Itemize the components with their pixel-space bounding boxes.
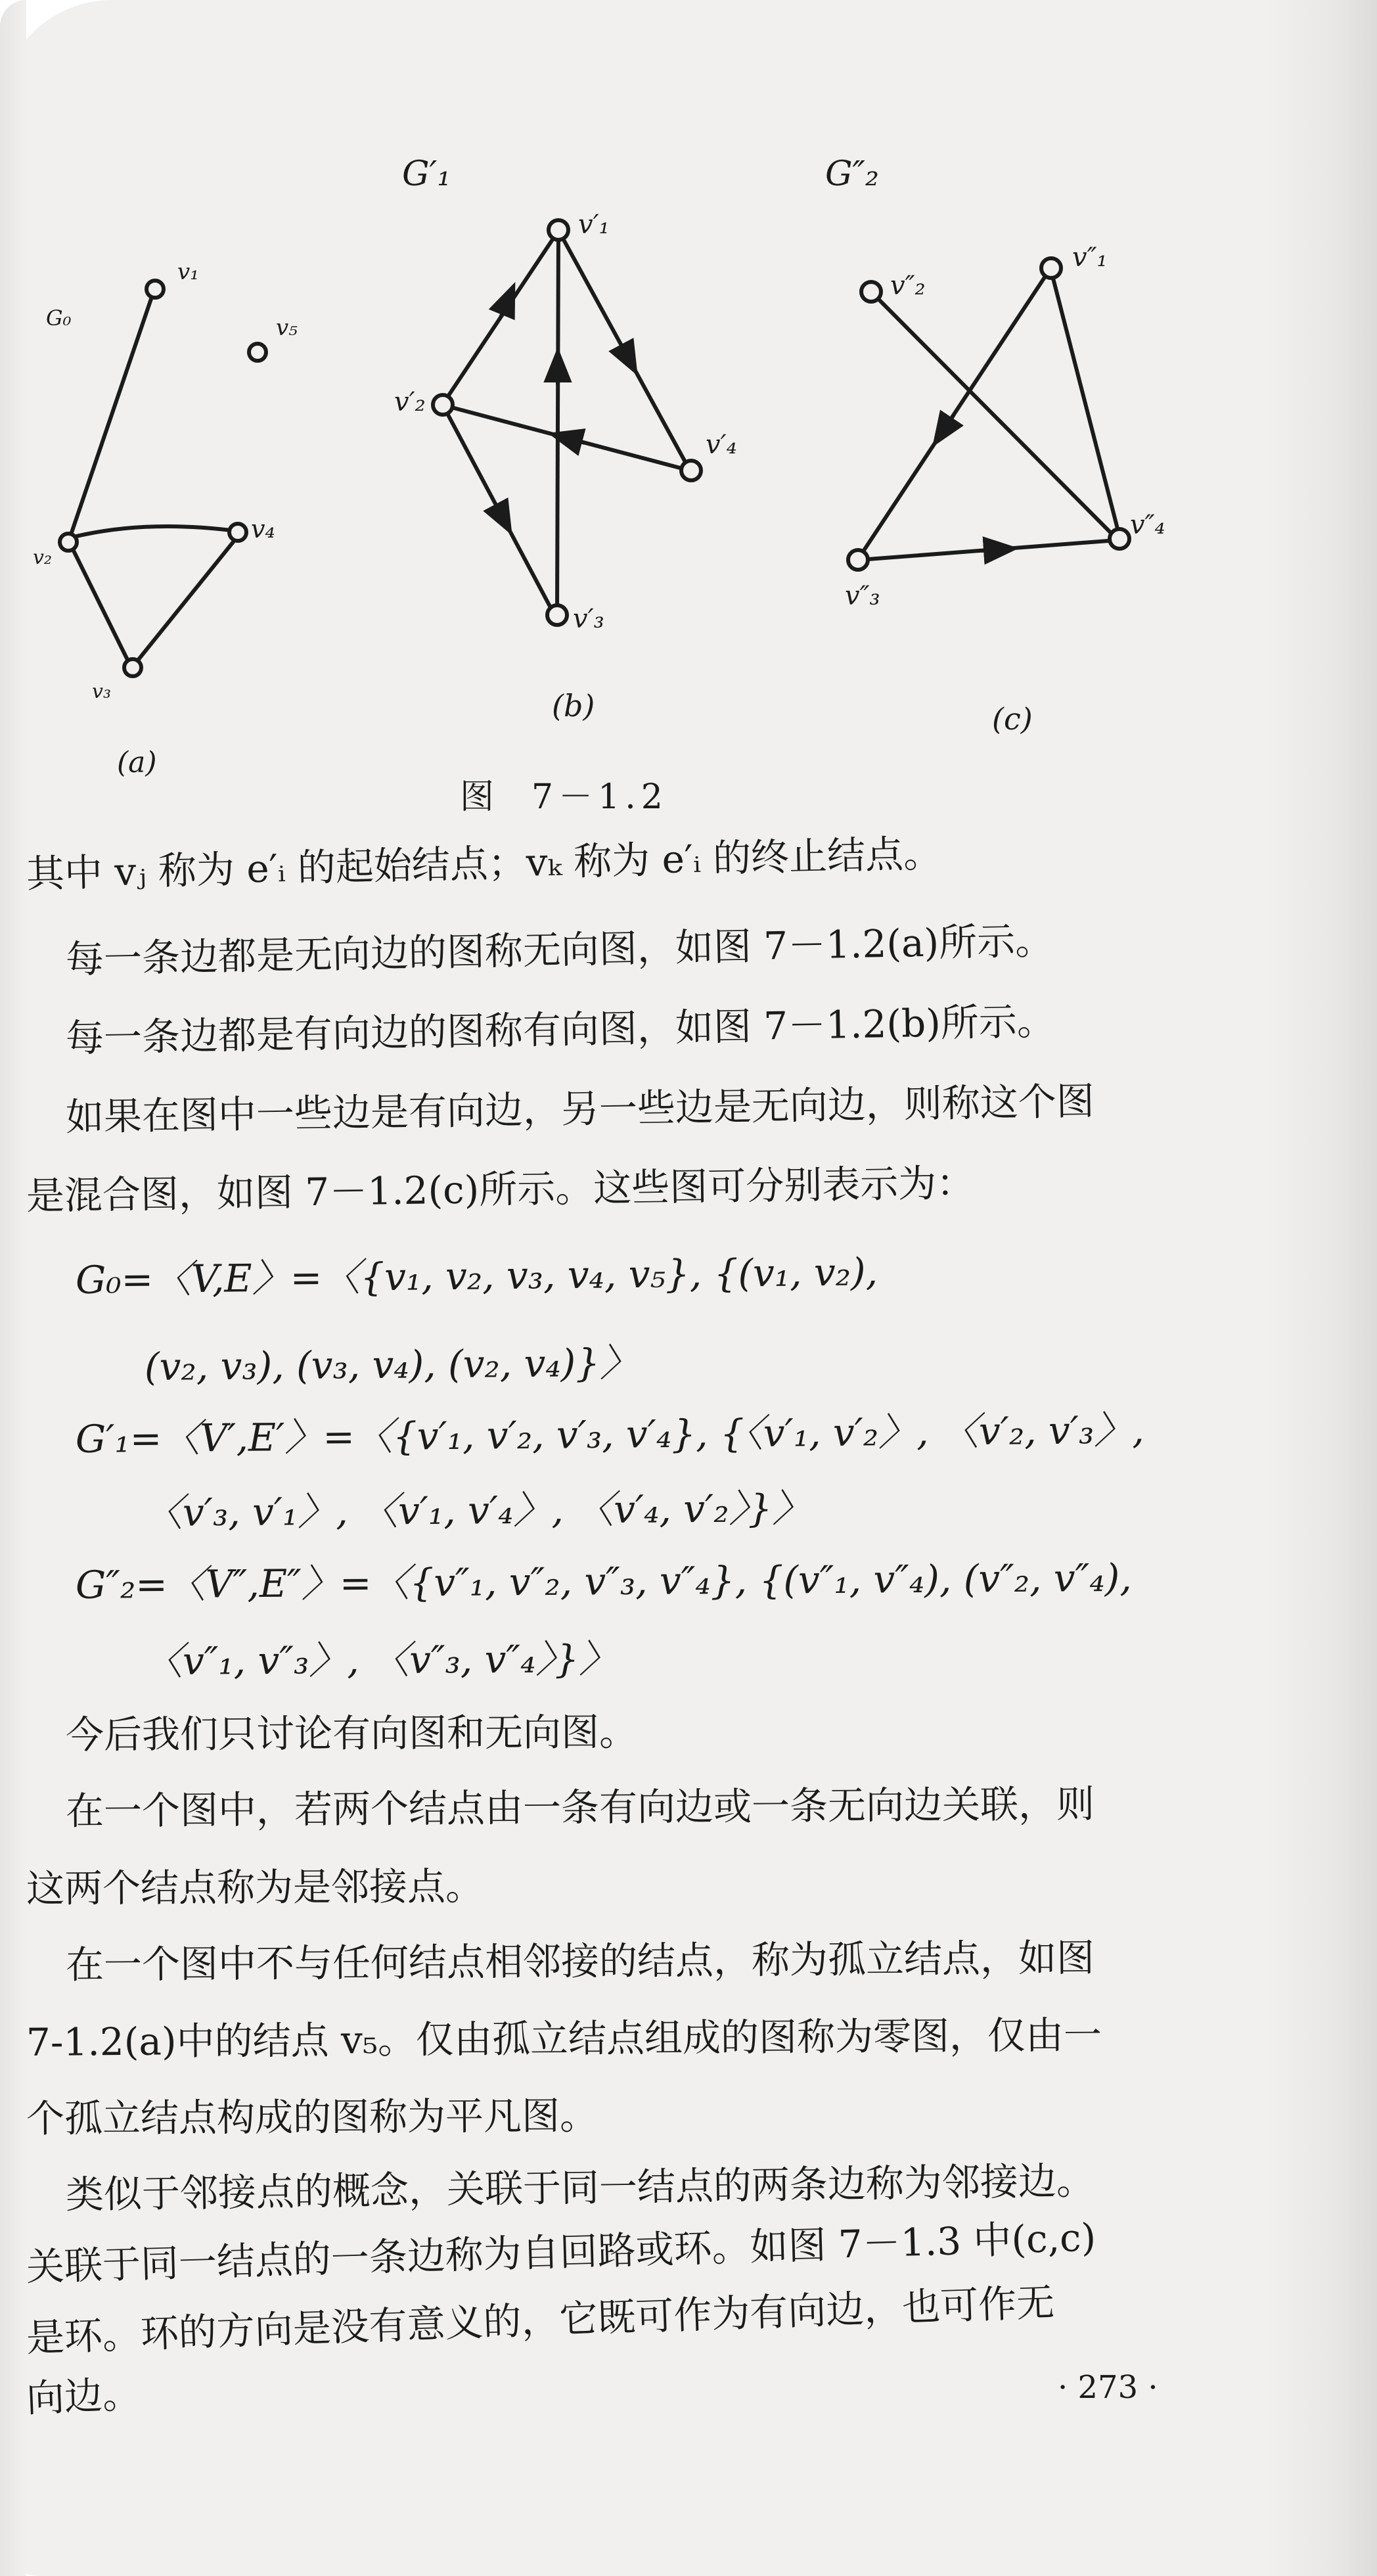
panel-label-a: (a) — [117, 746, 157, 779]
text-line: 向边。 — [25, 2371, 142, 2421]
node-label-v1: v₁ — [177, 259, 199, 285]
edge-v3-v4 — [134, 536, 238, 665]
node-v5 — [249, 344, 266, 361]
graph-c — [848, 258, 1129, 570]
text-line: 7-1.2(a)中的结点 v₅。仅由孤立结点组成的图称为零图，仅由一 — [26, 2012, 1102, 2065]
edge-v1pp-v3pp — [859, 269, 1050, 557]
equation-line: G₀=〈V,E〉=〈{v₁, v₂, v₃, v₄, v₅}, {(v₁, v₂), — [75, 1249, 878, 1302]
edge-v1pp-v4pp — [1051, 271, 1119, 536]
text-line: 是环。环的方向是没有意义的，它既可作为有向边，也可作无 — [25, 2280, 1056, 2360]
text-line: 是混合图，如图 7－1.2(c)所示。这些图可分别表示为： — [26, 1160, 975, 1218]
text-line: 这两个结点称为是邻接点。 — [26, 1864, 484, 1911]
node-v1p — [549, 220, 568, 240]
node-v3pp — [848, 550, 868, 570]
text-line: 每一条边都是无向边的图称无向图，如图 7－1.2(a)所示。 — [65, 918, 1054, 982]
text-line: 其中 vⱼ 称为 e′ᵢ 的起始结点；vₖ 称为 e′ᵢ 的终止结点。 — [26, 831, 942, 896]
graph-label-a: G₀ — [46, 306, 72, 331]
node-label-v3: v₃ — [92, 680, 111, 703]
edge-v2pp-v4pp — [872, 293, 1117, 539]
text-line: 在一个图中不与任何结点相邻接的结点，称为孤立结点，如图 — [65, 1935, 1095, 1987]
node-label-v2: v₂ — [33, 546, 52, 569]
edge-v2-v4 — [71, 526, 237, 538]
text-line: 关联于同一结点的一条边称为自回路或环。如图 7－1.3 中(c,c) — [26, 2215, 1097, 2289]
equation-line: G′₁=〈V′,E′〉=〈{v′₁, v′₂, v′₃, v′₄}, {〈v′₁, v′₂〉, 〈v′₂, v′₃〉, — [75, 1407, 1144, 1461]
node-label-v3pp: v″₃ — [845, 581, 880, 611]
node-v3p — [547, 605, 567, 625]
node-label-v4: v₄ — [251, 515, 275, 543]
node-label-v1p: v′₁ — [578, 210, 610, 240]
text-line: 个孤立结点构成的图称为平凡图。 — [26, 2093, 598, 2141]
graph-a — [60, 281, 266, 676]
equation-line: G″₂=〈V″,E″〉=〈{v″₁, v″₂, v″₃, v″₄}, {(v″₁, v″₄), (v″₂, v″₄), — [75, 1555, 1132, 1607]
node-label-v2p: v′₂ — [394, 387, 426, 417]
node-label-v1pp: v″₁ — [1072, 242, 1108, 273]
edge-v3p-v1p — [557, 233, 558, 612]
equation-line: 〈v″₁, v″₃〉, 〈v″₃, v″₄〉}〉 — [144, 1636, 618, 1684]
figure-caption: 图 7－1.2 — [460, 777, 668, 817]
node-v1pp — [1041, 258, 1061, 278]
text-line: 今后我们只讨论有向图和无向图。 — [65, 1709, 638, 1757]
text-line: 类似于邻接点的概念，关联于同一结点的两条边称为邻接边。 — [65, 2158, 1095, 2217]
figure-7-1-2 — [0, 0, 1377, 779]
text-line: 每一条边都是有向边的图称有向图，如图 7－1.2(b)所示。 — [65, 998, 1056, 1061]
graph-label-c: G″₂ — [825, 154, 879, 194]
node-v2p — [433, 395, 453, 415]
panel-label-b: (b) — [552, 688, 595, 724]
node-v2 — [60, 534, 77, 551]
edge-v2-v3 — [71, 545, 130, 665]
node-v4 — [229, 524, 246, 541]
equation-line: (v₂, v₃), (v₃, v₄), (v₂, v₄)}〉 — [144, 1340, 639, 1389]
node-v4p — [681, 461, 701, 480]
edge-v1-v2 — [68, 291, 154, 542]
node-label-v2pp: v″₂ — [890, 271, 926, 301]
node-v2pp — [861, 282, 881, 302]
text-line: 在一个图中，若两个结点由一条有向边或一条无向边关联，则 — [65, 1782, 1095, 1833]
node-v4pp — [1110, 529, 1129, 549]
panel-label-c: (c) — [992, 701, 1033, 737]
node-label-v4p: v′₄ — [706, 430, 737, 460]
node-label-v4pp: v″₄ — [1130, 510, 1165, 540]
node-label-v5: v₅ — [276, 315, 298, 341]
page-number: · 273 · — [1058, 2369, 1158, 2406]
text-line: 如果在图中一些边是有向边，另一些边是无向边，则称这个图 — [65, 1078, 1095, 1139]
graph-b — [433, 220, 701, 625]
equation-line: 〈v′₃, v′₁〉, 〈v′₁, v′₄〉, 〈v′₄, v′₂〉}〉 — [144, 1485, 811, 1535]
graph-label-b: G′₁ — [402, 154, 451, 194]
node-v3 — [124, 659, 141, 676]
node-v1 — [147, 281, 164, 298]
node-label-v3p: v′₃ — [573, 604, 604, 634]
